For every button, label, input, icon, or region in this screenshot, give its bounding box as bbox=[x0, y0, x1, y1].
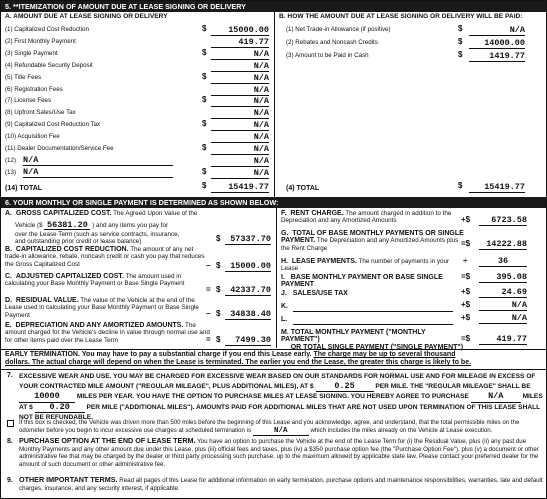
item-m-text: M. TOTAL MONTHLY PAYMENT ("MONTHLY PAYMENT") OR TOTAL SINGLE PAYMENT ("SINGLE PAYMENT") bbox=[281, 329, 464, 351]
a-item-dollar: $ bbox=[202, 47, 207, 57]
item-e-text: E. DEPRECIATION AND ANY AMORTIZED AMOUNTS. The amount charged for the Vehicle's decline in value through normal use and for other items paid over the Lease Term bbox=[5, 322, 210, 344]
s7-line3 bbox=[19, 392, 543, 403]
a-item-value: N/A bbox=[211, 61, 269, 72]
a-item-label: (1) Capitalized Cost Reduction bbox=[5, 26, 89, 33]
item-j-text: J. SALES/USE TAX bbox=[281, 290, 348, 297]
item-k-text: K. bbox=[281, 303, 288, 310]
item-c-text: C. ADJUSTED CAPITALIZED COST. The amount used in calculating your Base Monthly Payment or Base Single Payment bbox=[5, 273, 185, 288]
item-j-value: 24.69 bbox=[479, 287, 527, 298]
section5-header: 5. **ITEMIZATION OF AMOUNT DUE AT LEASE SIGNING OR DELIVERY bbox=[1, 1, 546, 12]
item-a-title: GROSS CAPITALIZED COST. bbox=[15, 210, 112, 217]
early-text1: You may have to pay a substantial charge if you end this Lease early. bbox=[81, 351, 312, 358]
b-item-dollar: $ bbox=[458, 24, 463, 33]
item-f-value: 6723.58 bbox=[479, 215, 527, 226]
item-k-value: N/A bbox=[479, 300, 527, 311]
a-item-value: 419.77 bbox=[211, 37, 269, 48]
section9-text bbox=[19, 476, 543, 492]
item-f-title: RENT CHARGE. bbox=[290, 210, 344, 217]
s7-line2 bbox=[19, 382, 543, 393]
a-item-value: N/A bbox=[211, 168, 269, 179]
s7-line3b: MILES bbox=[522, 393, 543, 400]
item-d-value: 34838.40 bbox=[225, 309, 271, 320]
section8-num: 8. bbox=[7, 438, 13, 445]
a-total-dollar: $ bbox=[202, 181, 207, 190]
d-dollar: $ bbox=[216, 309, 221, 318]
b-item-label: (2) Rebates and Noncash Credits bbox=[286, 39, 378, 46]
a-item-fill: N/A bbox=[23, 156, 173, 167]
s7-line3a: MILES PER YEAR. YOU HAVE THE OPTION TO PURCHASE MILES AT LEASE SIGNING. YOU HEREBY AGREE TO PURCHASE bbox=[76, 393, 469, 400]
item-l-line bbox=[293, 324, 453, 325]
item-f-desc: The amount charged in addition to the Depreciation and any Amortized Amounts bbox=[281, 210, 452, 225]
early-label: EARLY TERMINATION. bbox=[5, 351, 80, 358]
item-g-title: TOTAL OF BASE MONTHLY PAYMENTS OR SINGLE PAYMENT. bbox=[281, 230, 464, 245]
a-item-dollar: $ bbox=[202, 166, 207, 176]
i-op: =$ bbox=[461, 272, 471, 281]
cb-line2 bbox=[19, 427, 543, 436]
item-i-title: BASE MONTHLY PAYMENT OR BASE SINGLE PAYMENT bbox=[281, 274, 443, 289]
mileage-checkbox[interactable] bbox=[7, 420, 14, 427]
e-op: = bbox=[206, 335, 211, 344]
item-a-text: A. GROSS CAPITALIZED COST. The Agreed Upon Value of the bbox=[5, 210, 198, 217]
a-item-label: (4) Refundable Security Deposit bbox=[5, 61, 93, 69]
m-op: =$ bbox=[461, 334, 471, 343]
item-f-text: F. RENT CHARGE. The amount charged in addition to the Depreciation and any Amortized Amounts bbox=[281, 210, 452, 225]
item-k-line bbox=[293, 311, 453, 312]
a-item-label: (9) Capitalized Cost Reduction Tax bbox=[5, 121, 101, 129]
regular-miles: 10000 bbox=[19, 392, 75, 403]
cb-text1: If this box is checked, the Vehicle was driven more than 500 miles before the beginning of this Lease and you acknowledge, agree, and understand, that the total permissible miles on the bbox=[19, 419, 520, 426]
b-item-dollar: $ bbox=[458, 37, 463, 46]
a-item-dollar: $ bbox=[202, 95, 207, 105]
a-item-value: N/A bbox=[211, 120, 269, 131]
s7-line1: EXCESSIVE WEAR AND USE. YOU MAY BE CHARGED FOR EXCESSIVE WEAR BASED ON OUR STANDARDS FOR NORMAL USE AND FOR MILEAGE IN EXCESS OF bbox=[19, 373, 536, 380]
early-text2: The charge may be up to several thousand bbox=[313, 351, 456, 358]
a-item-label: (6) Registration Fees bbox=[5, 85, 63, 93]
a-item-value: 15000.00 bbox=[211, 25, 269, 36]
item-e-title: DEPRECIATION AND ANY AMORTIZED AMOUNTS. bbox=[15, 322, 184, 329]
item-m-value: 419.77 bbox=[479, 334, 527, 345]
l-op: +$ bbox=[461, 313, 471, 322]
item-b-value: 15000.00 bbox=[225, 261, 271, 272]
item-j-title: SALES/USE TAX bbox=[292, 290, 348, 297]
a-item-label: (5) Title Fees bbox=[5, 73, 42, 81]
a-item-value: N/A bbox=[211, 132, 269, 143]
item-b-title: CAPITALIZED COST REDUCTION. bbox=[15, 246, 129, 253]
item-m-title2: OR TOTAL SINGLE PAYMENT ("SINGLE PAYMENT") bbox=[290, 343, 464, 351]
s8-desc: You have an option to purchase the Vehicle at the end of the Lease Term for (i) the Residual Value, plus (ii) any past due Monthly Payments and any other amount due under this Lease, plus (iii) official fees and taxes, plus (iv) a $350 purchase option fee (the "Purchase Option Fee"), plus (v) a document or other administrative fee that may be charged by the dealer or third party processing such purchase, up to the maximum allowed by applicable state law. Please contact your preferred dealer for the amount of such document or other administrative fee. bbox=[19, 438, 539, 468]
k-op: +$ bbox=[461, 300, 471, 309]
b-item-value: 14000.00 bbox=[469, 38, 525, 49]
item-a-desc4: and outstanding prior credit or lease balance) bbox=[15, 238, 142, 245]
a-item-label: (10) Acquisition Fee bbox=[5, 133, 60, 141]
section6-header: 6. YOUR MONTHLY OR SINGLE PAYMENT IS DETERMINED AS SHOWN BELOW: bbox=[1, 197, 546, 208]
odometer-miles: N/A bbox=[253, 427, 309, 436]
s7-line2a: YOUR CONTRACTED MILE AMOUNT ("REGULAR MILEAGE", PLUS ADDITIONAL MILES), AT $ bbox=[19, 382, 314, 390]
b-item-label: (3) Amount to be Paid in Cash bbox=[286, 52, 369, 59]
section9-num: 9. bbox=[7, 477, 13, 484]
item-c-value: 42337.70 bbox=[225, 285, 271, 296]
item-a-desc2: ) and any items you pay for bbox=[92, 222, 169, 229]
b-total-dollar: $ bbox=[458, 181, 463, 190]
item-l-value: N/A bbox=[479, 313, 527, 324]
item-a-desc1: The Agreed Upon Value of the bbox=[113, 210, 198, 217]
c-op: = bbox=[206, 285, 211, 294]
a-item-value: N/A bbox=[211, 49, 269, 60]
a-total-label: (14) TOTAL bbox=[5, 185, 43, 192]
b-item-dollar: $ bbox=[458, 50, 463, 59]
s9-label: OTHER IMPORTANT TERMS. bbox=[19, 475, 118, 484]
early-text3: dollars. The actual charge will depend on when the Lease is terminated. The earlier you end the Lease, the greater this charge is likely to be. bbox=[5, 359, 472, 366]
item-c-title: ADJUSTED CAPITALIZED COST. bbox=[15, 273, 124, 280]
d-op: – bbox=[206, 309, 211, 318]
b-item-value: N/A bbox=[469, 25, 525, 36]
early-bottom-line bbox=[1, 369, 546, 370]
item-b-text: B. CAPITALIZED COST REDUCTION. The amount of any net trade-in allowance, rebate, noncash credit or cash you pay that reduces the Gross Capitalized Cost bbox=[5, 246, 205, 268]
a-item-dollar: $ bbox=[202, 119, 207, 129]
a-dollar: $ bbox=[216, 234, 221, 243]
s7-line5: NOT BE REFUNDABLE. bbox=[19, 414, 93, 421]
c-dollar: $ bbox=[216, 285, 221, 294]
item-g-value: 14222.88 bbox=[479, 239, 527, 250]
a-item-label: (3) Single Payment bbox=[5, 49, 58, 57]
b-op: – bbox=[206, 261, 211, 270]
s7-line4 bbox=[19, 403, 543, 414]
a-item-fill: N/A bbox=[23, 168, 173, 179]
item-a-vehicle-line bbox=[15, 222, 215, 230]
a-item-value: N/A bbox=[211, 108, 269, 119]
a-item-value: N/A bbox=[211, 144, 269, 155]
section8-text bbox=[19, 437, 543, 468]
a-item-label: (12) bbox=[5, 156, 17, 164]
h-op: ÷ bbox=[463, 256, 468, 265]
item-d-title: RESIDUAL VALUE. bbox=[15, 297, 79, 304]
s9-desc: Read all pages of this Lease for additional information on early termination, purchase options and maintenance responsibilities, warranties, late and default charges, insurance, and any security interest, if applicable. bbox=[19, 477, 543, 492]
a-item-dollar: $ bbox=[202, 71, 207, 81]
a-item-value: N/A bbox=[211, 156, 269, 167]
g-op: =$ bbox=[461, 239, 471, 248]
item-c-desc: The amount used in calculating your Base Monthly Payment or Base Single Payment bbox=[5, 273, 185, 288]
item-m-title1: TOTAL MONTHLY PAYMENT ("MONTHLY PAYMENT") bbox=[281, 329, 426, 344]
section5b-title: B. HOW THE AMOUNT DUE AT LEASE SIGNING OR DELIVERY WILL BE PAID: bbox=[279, 13, 523, 20]
item-d-desc: The value of the Vehicle at the end of the Lease used in calculating your Base Monthly Payment or Base Single Payment bbox=[5, 297, 199, 319]
f-op: +$ bbox=[461, 215, 471, 224]
a-item-value: N/A bbox=[211, 85, 269, 96]
item-h-title: LEASE PAYMENTS. bbox=[291, 258, 357, 265]
item-g-desc: The Depreciation and any Amortized Amounts plus the Rent Charge bbox=[281, 237, 459, 252]
b-item-label: (1) Net Trade-in Allowance (if positive) bbox=[286, 26, 391, 33]
b-dollar: $ bbox=[216, 261, 221, 270]
a-item-label: (2) First Monthly Payment bbox=[5, 37, 76, 45]
a-item-label: (8) Upfront Sales/Use Tax bbox=[5, 109, 76, 117]
item-e-value: 7499.30 bbox=[225, 335, 271, 346]
early-top-line bbox=[1, 349, 546, 350]
a-item-dollar: $ bbox=[202, 24, 207, 33]
item-e-desc: The amount charged for the Vehicle's decline in value through normal use and for other items paid over the Lease Term bbox=[5, 322, 210, 344]
item-h-value: 36 bbox=[479, 256, 527, 267]
b-item-value: 1419.77 bbox=[469, 51, 525, 62]
item-i-value: 395.08 bbox=[479, 272, 527, 283]
item-a-desc3: over the Lease Term (such as service contracts, insurance, bbox=[15, 231, 180, 238]
vehicle-value: 56381.20 bbox=[44, 222, 90, 230]
a-total-value: 15419.77 bbox=[211, 182, 269, 193]
section7-text bbox=[19, 372, 543, 423]
e-dollar: $ bbox=[216, 335, 221, 344]
item-h-desc: The number of payments in your Lease bbox=[281, 258, 450, 273]
checkbox-text bbox=[19, 419, 543, 436]
item-l-text: L. bbox=[281, 316, 288, 323]
section6-divider bbox=[276, 208, 277, 348]
a-item-label: (7) License Fees bbox=[5, 97, 52, 105]
s8-label: PURCHASE OPTION AT THE END OF LEASE TERM. bbox=[19, 436, 196, 445]
s7-line4a: AT $ bbox=[19, 403, 33, 411]
mileage-rate: 0.25 bbox=[316, 382, 374, 393]
a-item-dollar: $ bbox=[202, 143, 207, 152]
item-h-text: H. LEASE PAYMENTS. The number of payments in your Lease bbox=[281, 258, 450, 273]
early-termination bbox=[5, 351, 545, 367]
cb-text2b: which includes the miles already on the Vehicle at Lease execution. bbox=[310, 427, 493, 434]
item-i-text: I. BASE MONTHLY PAYMENT OR BASE SINGLE PAYMENT bbox=[281, 274, 443, 289]
item-b-desc: The amount of any net trade-in allowance, rebate, noncash credit or cash you pay that reduces the Gross Capitalized Cost bbox=[5, 246, 205, 268]
cb-text2a: odometer before you begin to incur excessive use charges at scheduled termination is bbox=[19, 427, 252, 434]
section5-divider bbox=[274, 12, 275, 197]
additional-miles: N/A bbox=[471, 392, 521, 403]
additional-rate: 0.20 bbox=[35, 403, 85, 414]
item-a-value: 57337.70 bbox=[225, 234, 271, 245]
item-a-vehicle-label: Vehicle ($ bbox=[15, 222, 43, 229]
item-d-text: D. RESIDUAL VALUE. The value of the Vehicle at the end of the Lease used in calculating your Base Monthly Payment or Base Single Payment bbox=[5, 297, 199, 319]
b-total-label: (4) TOTAL bbox=[286, 185, 320, 192]
a-item-label: (13) bbox=[5, 168, 17, 176]
a-item-label: (11) Dealer Documentation/Service Fee bbox=[5, 145, 114, 152]
j-op: +$ bbox=[461, 287, 471, 296]
section5a-title: A. AMOUNT DUE AT LEASE SIGNING OR DELIVERY bbox=[5, 13, 168, 20]
s7-line2b: PER MILE. THE "REGULAR MILEAGE" SHALL BE bbox=[375, 382, 531, 390]
b-total-value: 15419.77 bbox=[469, 182, 525, 193]
section7-num: 7. bbox=[7, 372, 13, 379]
a-item-value: N/A bbox=[211, 96, 269, 107]
s7-line4b: PER MILE ("ADDITIONAL MILES"). AMOUNTS PAID FOR ADDITIONAL MILES THAT ARE NOT USED UPON TERMINATION OF THIS LEASE SHALL bbox=[86, 403, 541, 411]
a-item-value: N/A bbox=[211, 73, 269, 84]
item-g-text: G. TOTAL OF BASE MONTHLY PAYMENTS OR SINGLE PAYMENT. The Depreciation and any Amortized Amounts plus the Rent Charge bbox=[281, 230, 464, 252]
